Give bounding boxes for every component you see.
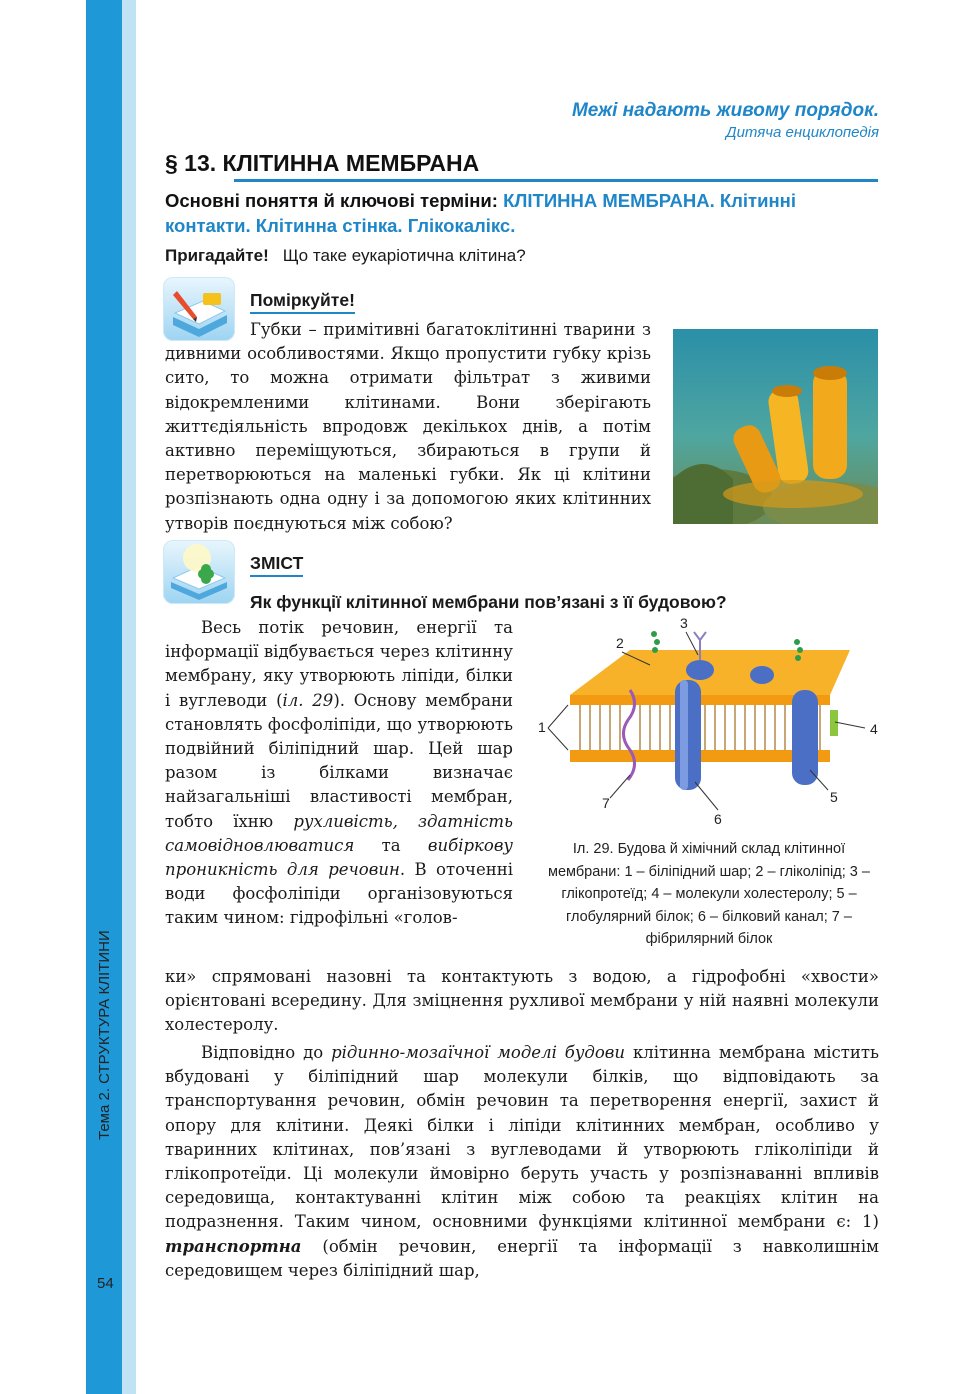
membrane-svg [530, 610, 880, 835]
recall-question: Що таке еукаріотична клітина? [282, 246, 526, 265]
title-underline [234, 179, 878, 182]
emphasis: рідинно-мозаїчної моделі будови [331, 1043, 626, 1062]
text-run: клітинна мембрана містить вбудовані у біліпідний шар молекули білків, що відповідають за транспортування речовин, обмін речовин та перетворення енергії, захист й опору для клітини. Деякі білки і ліпіди клітинних мембран, особливо у тваринних клітинах, пов’язані з вуглеводами й утворюють гліколіпіди й глікопротеїди. Ці молекули ймовірно беруть участь у розпізнаванні впливів середовища, контактуванні клітин між собою та реакціях клітин на подразнення. Таким чином, основними функціями клітинної мембрани є: 1) [165, 1043, 879, 1232]
paragraph-1 [165, 616, 513, 931]
epigraph-source: Дитяча енциклопедія [726, 124, 879, 141]
paragraph-1-continued: ки» спрямовані назовні та контактують з водою, а гідрофобні «хвости» орієнтовані всередину. Для зміцнення рухливої мембрани у ній наявні молекули холестеролу. [165, 967, 879, 1035]
sidebar-band [86, 0, 122, 1394]
sidebar-band-light [122, 0, 136, 1394]
label-6: 6 [714, 811, 722, 827]
content-heading: ЗМІСТ [250, 553, 303, 577]
text-run: ). Основу мембрани становлять фосфоліпіди, що утворюють подвійний біліпідний шар. Цей шар разом із білками визначає найзагальніші властивості мембран, тобто їхню [165, 690, 513, 831]
page-number: 54 [97, 1275, 114, 1292]
topic-label: Тема 2. СТРУКТУРА КЛІТИНИ [96, 930, 113, 1140]
key-terms [165, 188, 885, 238]
clover-book-icon [163, 540, 235, 604]
epigraph-quote: Межі надають живому порядок. [571, 100, 879, 121]
content-subheading: Як функції клітинної мембрани пов’язані з її будовою? [250, 592, 727, 612]
emphasis: рухливість, здатність самовідновлюватися [165, 811, 513, 855]
figure-reference: іл. 29 [282, 690, 334, 710]
recall-line [165, 246, 526, 266]
label-7: 7 [602, 795, 610, 811]
text-run: Весь потік речовин, енергії та інформації відбувається через клітинну мембрану, яку утворюють ліпіди, білки і вуглеводи ( [165, 618, 513, 710]
think-text: Губки – примітивні багатоклітинні тварини з дивними особливостями. Якщо пропустити губку крізь сито, то можна отримати фільтрат з живими відокремленими клітинами. Вони зберігають життєдіяльність впродовж декількох днів, а потім активно переміщуються, збираються в групи й перетворюються на маленькі губки. Як ці клітини розпізнають одна одну і за допомогою яких клітинних утворів поєднуються між собою? [165, 320, 651, 533]
text-run: (обмін речовин, енергії та інформації з навколишнім середовищем через біліпідний шар, [165, 1236, 879, 1280]
key-terms-list: КЛІТИННА МЕМБРАНА. Клітинні контакти. Клітинна стінка. Глікокалікс. [165, 190, 796, 236]
sponge-photo [673, 329, 878, 524]
label-5: 5 [830, 789, 838, 805]
label-2: 2 [616, 635, 624, 651]
text-run: та [354, 835, 428, 855]
think-heading: Поміркуйте! [250, 290, 355, 314]
emphasis: вибіркову проникність для речовин [165, 835, 513, 880]
membrane-diagram [530, 610, 880, 835]
label-4: 4 [870, 721, 878, 737]
recall-label: Пригадайте! [165, 246, 269, 265]
label-3: 3 [680, 615, 688, 631]
text-run: . В оточенні води фосфоліпіди організовуються таким чином: гідрофільні «голов- [165, 860, 513, 928]
section-title: § 13. КЛІТИННА МЕМБРАНА [165, 150, 480, 176]
key-terms-label: Основні поняття й ключові терміни: [165, 190, 504, 211]
emphasis: транспортна [165, 1236, 302, 1256]
text-run: Відповідно до [201, 1043, 332, 1062]
paragraph-2 [165, 1041, 879, 1283]
label-1: 1 [538, 719, 546, 735]
figure-caption: Іл. 29. Будова й хімічний склад клітинної мембрани: 1 – біліпідний шар; 2 – гліколіпід; 3 – глікопротеїд; 4 – молекули холестеролу; 5 – глобулярний білок; 6 – білковий канал; 7 – фібрилярний білок [548, 841, 870, 947]
